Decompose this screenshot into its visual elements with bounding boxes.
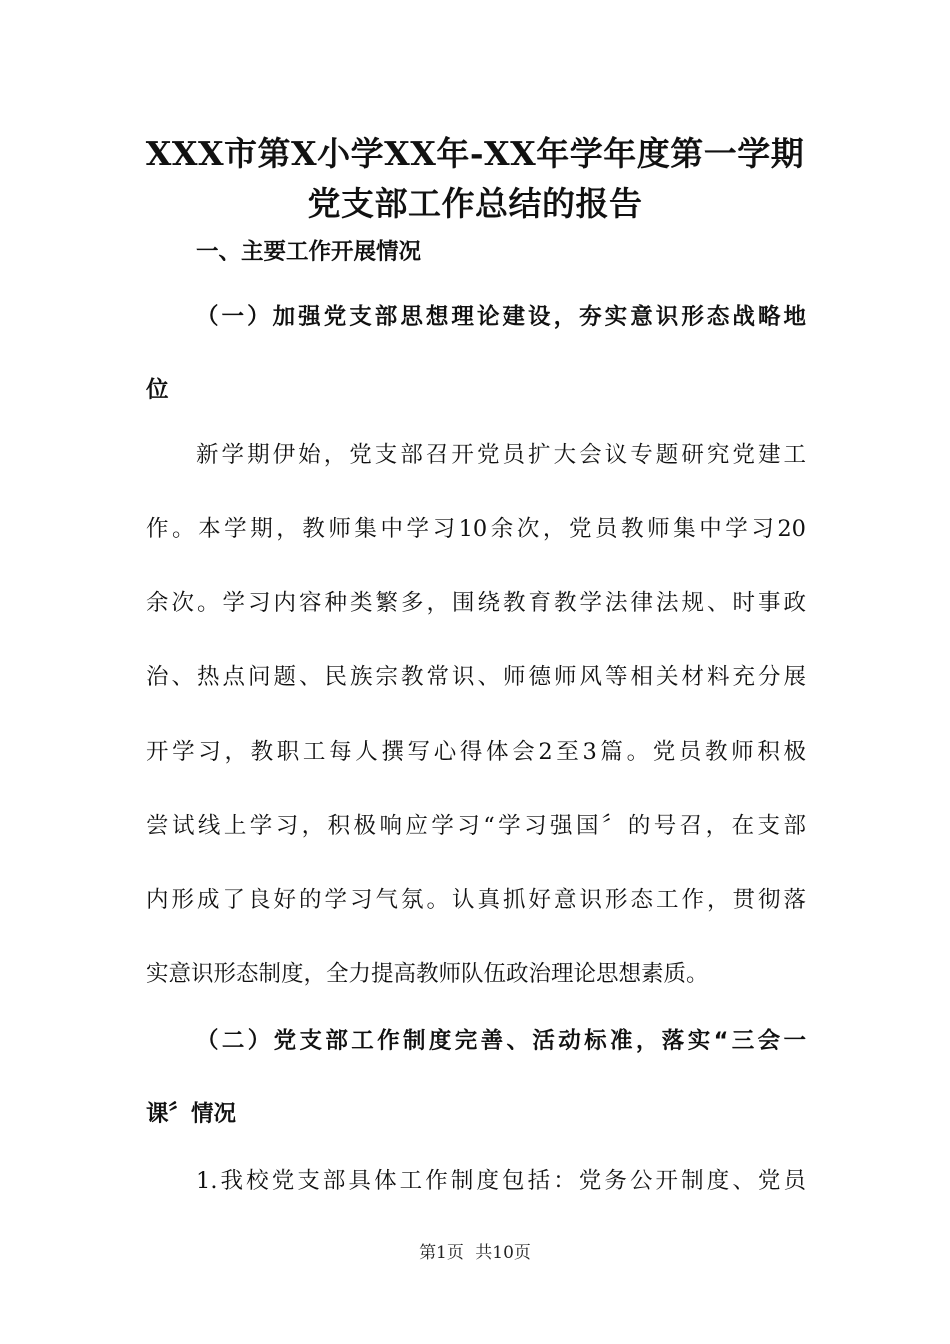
paragraph-1-line: 作。本学期，教师集中学习10余次，党员教师集中学习20 <box>146 516 806 542</box>
paragraph-1-line: 余次。学习内容种类繁多，围绕教育教学法律法规、时事政 <box>146 590 806 616</box>
paragraph-1-line: 实意识形态制度，全力提高教师队伍政治理论思想素质。 <box>146 961 709 987</box>
subsection-heading-2-line-2: 课〞情况 <box>146 1101 237 1127</box>
page-total: 共10页 <box>475 1243 531 1263</box>
paragraph-1-line: 治、热点问题、民族宗教常识、师德师风等相关材料充分展 <box>146 664 806 690</box>
section-heading-main-work: 一、主要工作开展情况 <box>196 239 422 265</box>
document-title-line-1: XXX市第X小学XX年-XX年学年度第一学期 <box>145 134 805 173</box>
document-title-line-2: 党支部工作总结的报告 <box>307 184 643 223</box>
page-footer <box>0 1242 950 1264</box>
page-number: 第1页 <box>419 1243 464 1263</box>
subsection-heading-1-line-2: 位 <box>146 377 169 403</box>
paragraph-1-line: 新学期伊始，党支部召开党员扩大会议专题研究党建工 <box>196 442 806 468</box>
paragraph-1-line: 开学习，教职工每人撰写心得体会2至3篇。党员教师积极 <box>146 739 806 765</box>
subsection-heading-2-line-1: （二）党支部工作制度完善、活动标准，落实“三会一 <box>196 1028 806 1054</box>
paragraph-2-line: 1.我校党支部具体工作制度包括：党务公开制度、党员 <box>196 1168 806 1194</box>
subsection-heading-1-line-1: （一）加强党支部思想理论建设，夯实意识形态战略地 <box>196 304 806 330</box>
paragraph-1-line: 尝试线上学习，积极响应学习“学习强国〞的号召，在支部 <box>146 813 806 839</box>
paragraph-1-line: 内形成了良好的学习气氛。认真抓好意识形态工作，贯彻落 <box>146 887 806 913</box>
